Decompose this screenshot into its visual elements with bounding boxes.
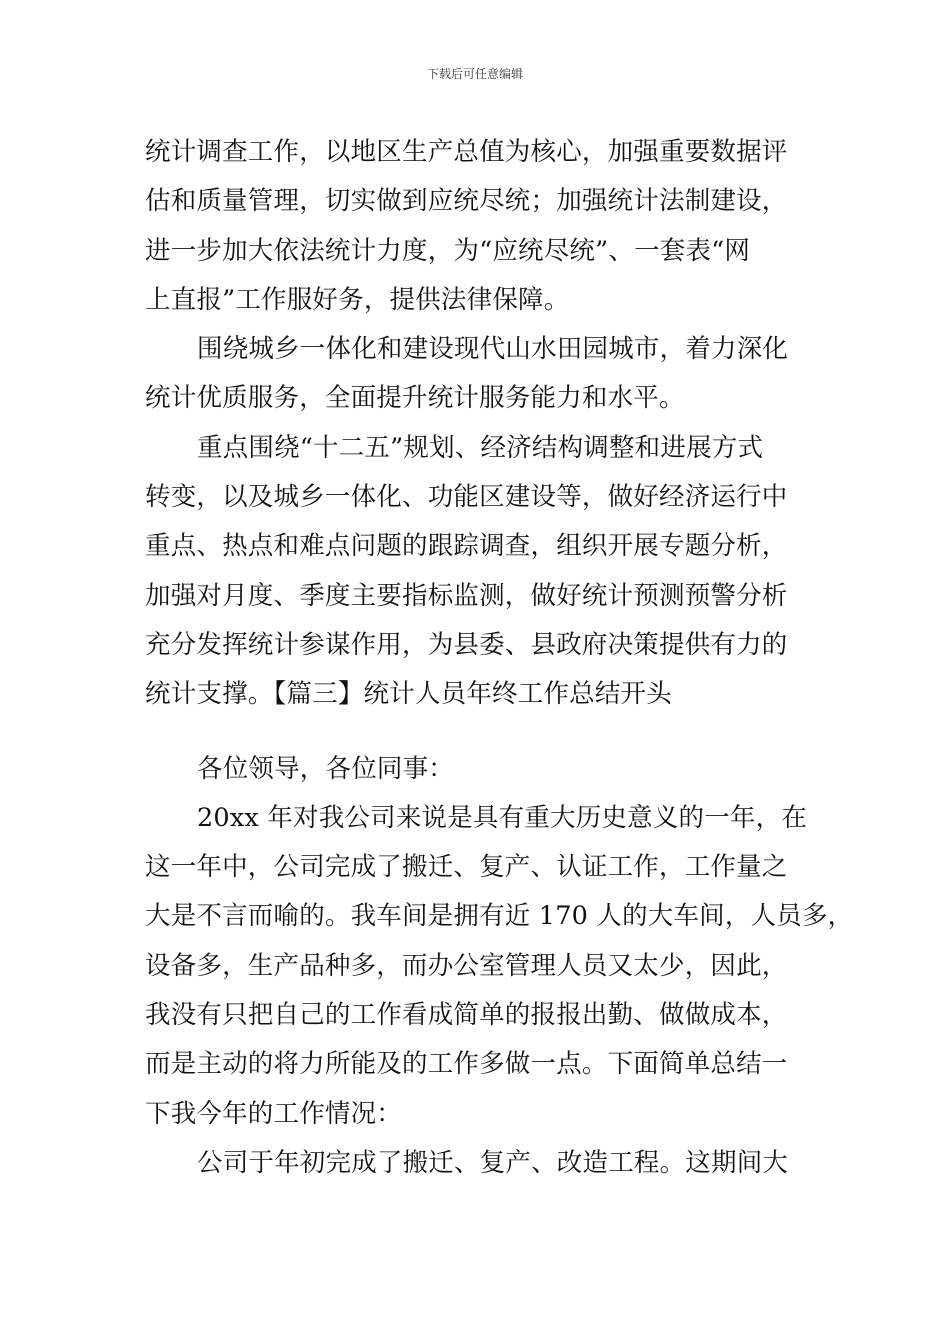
text-line: 设备多，生产品种多，而办公室管理人员又太少，因此， (145, 950, 788, 981)
text-line: 各位领导，各位同事： (197, 753, 455, 784)
text-line: 重点、热点和难点问题的跟踪调查，组织开展专题分析， (145, 531, 788, 562)
greeting-paragraph (145, 745, 825, 794)
document-body (145, 128, 854, 1188)
text-line: 大是不言而喻的。我车间是拥有近 170 人的大车间，人员多， (145, 901, 854, 932)
paragraph-gap (145, 720, 825, 745)
paragraph-6 (145, 1139, 825, 1188)
paragraph-2 (145, 325, 825, 424)
text-line: 围绕城乡一体化和建设现代山水田园城市，着力深化 (197, 334, 789, 365)
text-line: 上直报”工作服好务，提供法律保障。 (145, 284, 570, 315)
text-line: 估和质量管理，切实做到应统尽统；加强统计法制建设， (145, 186, 788, 217)
text-line: 加强对月度、季度主要指标监测，做好统计预测预警分析 (145, 580, 788, 611)
text-line: 下我今年的工作情况： (145, 1098, 403, 1129)
text-line: 20xx 年对我公司来说是具有重大历史意义的一年，在 (197, 802, 808, 833)
text-line: 公司于年初完成了搬迁、复产、改造工程。这期间大 (197, 1147, 789, 1178)
header-note: 下载后可任意编辑 (426, 67, 523, 81)
text-line: 而是主动的将力所能及的工作多做一点。下面简单总结一 (145, 1049, 788, 1080)
text-line: 这一年中，公司完成了搬迁、复产、认证工作，工作量之 (145, 852, 788, 883)
text-line: 我没有只把自己的工作看成简单的报报出勤、做做成本， (145, 1000, 788, 1031)
text-line: 进一步加大依法统计力度，为“应统尽统”、一套表“网 (145, 235, 751, 266)
text-line: 转变，以及城乡一体化、功能区建设等，做好经济运行中 (145, 482, 788, 513)
paragraph-1 (145, 128, 825, 325)
text-line: 充分发挥统计参谋作用，为县委、县政府决策提供有力的 (145, 629, 788, 660)
text-line: 重点围绕“十二五”规划、经济结构调整和进展方式 (197, 432, 764, 463)
text-line: 统计优质服务，全面提升统计服务能力和水平。 (145, 383, 685, 414)
text-line: 统计调查工作，以地区生产总值为核心，加强重要数据评 (145, 137, 788, 167)
text-line: 统计支撑。【篇三】统计人员年终工作总结开头 (145, 679, 672, 710)
paragraph-5 (145, 794, 854, 1139)
paragraph-3 (145, 424, 825, 720)
